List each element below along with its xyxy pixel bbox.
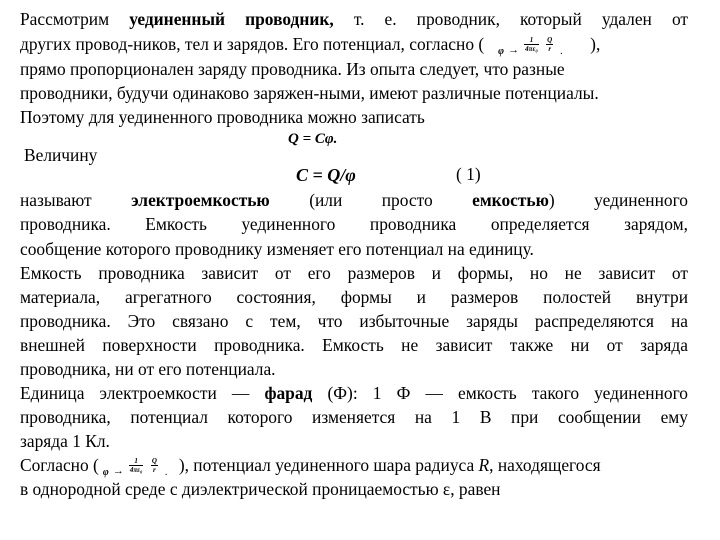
text-line: проводники, будучи одинаково заряжен-ными, имеют различные потенциалы.	[20, 83, 599, 103]
term-isolated-conductor: уединенный проводник,	[129, 9, 334, 29]
potential-formula-ref: φ → $\frac{1}{\text{4πε₀}}$ $\frac{Q}{r}$ .	[102, 457, 168, 478]
formula-c-equals-q-over-phi: C = Q/φ	[296, 165, 356, 185]
text-line: Поэтому для уединенного проводника можно записать	[20, 107, 425, 127]
term-farad: фарад	[264, 383, 313, 403]
equation-number: ( 1)	[456, 164, 481, 184]
text-line: прямо пропорционален заряду проводника. Из опыта следует, что разные	[20, 59, 565, 79]
text-line: внешней поверхности проводника. Емкость не зависит также ни от заряда	[20, 335, 688, 355]
formula-q-equals-c-phi: Q = Cφ.	[288, 131, 338, 147]
text-line: других провод-ников, тел и зарядов. Его потенциал, согласно ( φ → $\frac{1}{\text{4πε₀}}$ $\frac{Q}{r}$ . ),	[20, 34, 601, 57]
term-capacity: емкостью	[472, 190, 549, 210]
text-line: называют электроемкостью (или просто емкостью) уединенного	[20, 190, 689, 210]
text-line: материала, агрегатного состояния, формы и размеров полостей внутри	[20, 287, 688, 307]
text-line: Согласно ( φ → $\frac{1}{\text{4πε₀}}$ $\frac{Q}{r}$ . ), потенциал уединенного шара радиуса R, находящегося	[20, 455, 601, 478]
text-line: проводника. Это связано с тем, что избыточные заряды распределяются на	[20, 311, 688, 331]
text-line: заряда 1 Кл.	[20, 431, 110, 451]
text-line: проводника, ни от его потенциала.	[20, 359, 276, 379]
text-line: Емкость проводника зависит от его размеров и формы, но не зависит от	[20, 263, 688, 283]
text-line: Единица электроемкости — фарад (Ф): 1 Ф — емкость такого уединенного	[20, 383, 688, 403]
text-line: в однородной среде с диэлектрической проницаемостью ε, равен	[20, 479, 501, 499]
label-velichinu: Величину	[24, 145, 98, 165]
text-line: сообщение которого проводнику изменяет его потенциал на единицу.	[20, 239, 534, 259]
text-line: Рассмотрим уединенный проводник, т. е. проводник, который удален от	[20, 9, 689, 29]
term-electrocapacity: электроемкостью	[131, 190, 270, 210]
text-line: проводника, потенциал которого изменяется на 1 В при сообщении ему	[20, 407, 688, 427]
text-line: проводника. Емкость уединенного проводника определяется зарядом,	[20, 214, 688, 234]
potential-formula: φ → $\frac{1}{\text{4πε₀}}$ $\frac{Q}{r}$ .	[498, 36, 563, 57]
